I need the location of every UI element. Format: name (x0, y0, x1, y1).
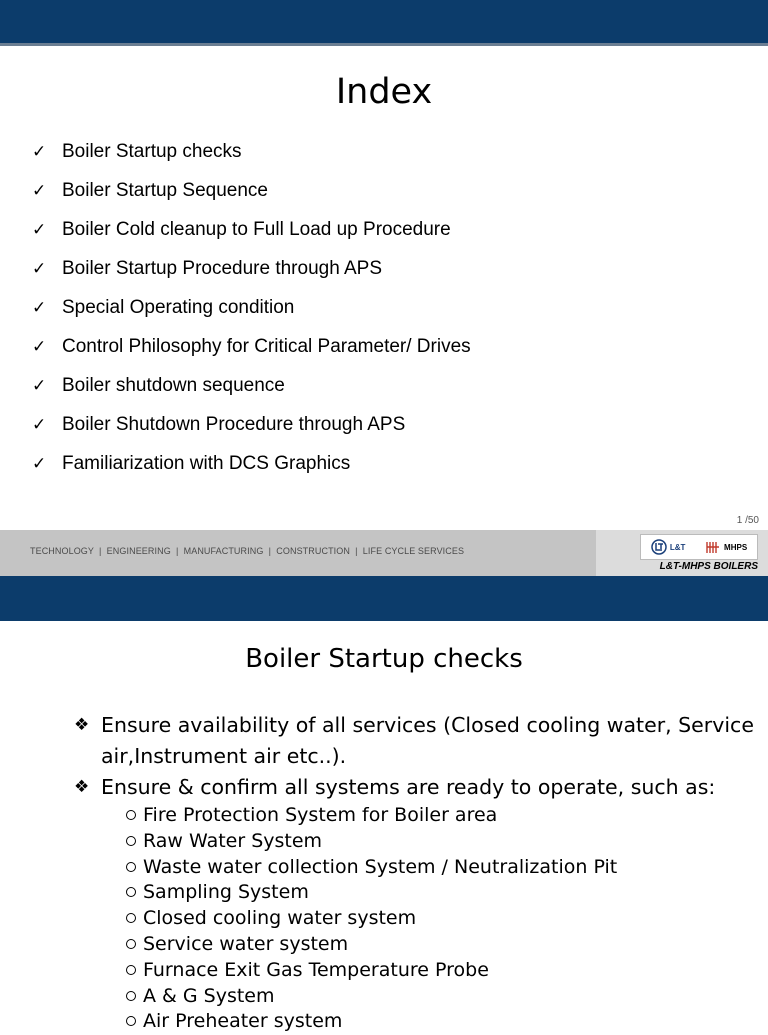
index-item-label: Boiler shutdown sequence (62, 374, 285, 396)
index-item (32, 171, 471, 210)
index-item-label: Boiler Startup Procedure through APS (62, 257, 383, 279)
index-item (32, 249, 471, 288)
sub-item-text: Service water system (143, 932, 349, 955)
sub-item-text: Raw Water System (143, 829, 323, 852)
circle-bullet-icon (126, 810, 136, 820)
mhps-logo (705, 539, 747, 555)
sub-item-text: Furnace Exit Gas Temperature Probe (143, 958, 489, 981)
sub-item (115, 829, 754, 855)
slide2-title: Boiler Startup checks (245, 644, 523, 674)
slide-separator-band (0, 576, 768, 621)
diamond-bullet-icon: ❖ (74, 715, 90, 735)
mhps-logo-text: MHPS (724, 542, 748, 552)
sub-item-text: Sampling System (143, 881, 309, 904)
index-item (32, 288, 471, 327)
index-item-label: Familiarization with DCS Graphics (62, 452, 351, 474)
page-number: 1 /50 (736, 515, 759, 526)
check-icon: ✓ (32, 141, 47, 161)
bullet-text: Ensure & confirm all systems are ready to operate, such as: (101, 775, 716, 799)
sub-item (115, 803, 754, 829)
check-icon: ✓ (32, 414, 47, 434)
circle-bullet-icon (126, 836, 136, 846)
sub-item-text: A & G System (143, 984, 275, 1007)
sub-item-text: Air Preheater system (143, 1010, 343, 1033)
check-icon: ✓ (32, 453, 47, 473)
circle-bullet-icon (126, 913, 136, 923)
bullet-item (74, 772, 754, 1035)
index-item-label: Control Philosophy for Critical Parameter/ Drives (62, 335, 471, 357)
lt-logo (651, 539, 686, 555)
index-title: Index (335, 72, 433, 112)
check-icon: ✓ (32, 180, 47, 200)
sub-item-text: Fire Protection System for Boiler area (143, 804, 498, 826)
index-item (32, 132, 471, 171)
systems-sublist (101, 803, 754, 1035)
bullet-text: Ensure availability of all services (Closed cooling water, Service air,Instrument air etc..). (101, 713, 754, 768)
circle-bullet-icon (126, 887, 136, 897)
sub-item (115, 855, 754, 881)
index-item (32, 210, 471, 249)
index-item-label: Special Operating condition (62, 296, 295, 318)
index-list (32, 132, 471, 483)
sub-item (115, 906, 754, 932)
sub-item (115, 984, 754, 1010)
sub-item-text: Waste water collection System / Neutralization Pit (143, 855, 618, 878)
index-item-label: Boiler Shutdown Procedure through APS (62, 413, 406, 435)
circle-bullet-icon (126, 1016, 136, 1026)
sub-item-text: Closed cooling water system (143, 907, 417, 930)
brand-name: L&T-MHPS BOILERS (659, 561, 758, 572)
index-item-label: Boiler Cold cleanup to Full Load up Procedure (62, 218, 451, 240)
mhps-emblem-icon (705, 539, 721, 555)
index-item-label: Boiler Startup checks (62, 140, 242, 162)
company-logo (640, 534, 758, 560)
lt-emblem-icon (651, 539, 667, 555)
circle-bullet-icon (126, 991, 136, 1001)
bullet-item (74, 710, 754, 772)
index-item (32, 405, 471, 444)
check-icon: ✓ (32, 336, 47, 356)
circle-bullet-icon (126, 939, 136, 949)
lt-logo-text: L&T (669, 542, 686, 552)
check-icon: ✓ (32, 258, 47, 278)
sub-item (115, 1009, 754, 1035)
index-item (32, 327, 471, 366)
footer-brand-area (596, 530, 768, 576)
footer-tagline: TECHNOLOGY | ENGINEERING | MANUFACTURING | CONSTRUCTION | LIFE CYCLE SERVICES (30, 546, 465, 556)
top-header-band (0, 0, 768, 46)
slide-footer (0, 530, 768, 576)
check-icon: ✓ (32, 297, 47, 317)
index-item-label: Boiler Startup Sequence (62, 179, 268, 201)
circle-bullet-icon (126, 965, 136, 975)
diamond-bullet-icon: ❖ (74, 777, 90, 797)
check-icon: ✓ (32, 375, 47, 395)
check-icon: ✓ (32, 219, 47, 239)
index-item (32, 366, 471, 405)
circle-bullet-icon (126, 862, 136, 872)
sub-item (115, 958, 754, 984)
sub-item (115, 932, 754, 958)
checks-list (74, 710, 754, 1035)
sub-item (115, 880, 754, 906)
index-item (32, 444, 471, 483)
